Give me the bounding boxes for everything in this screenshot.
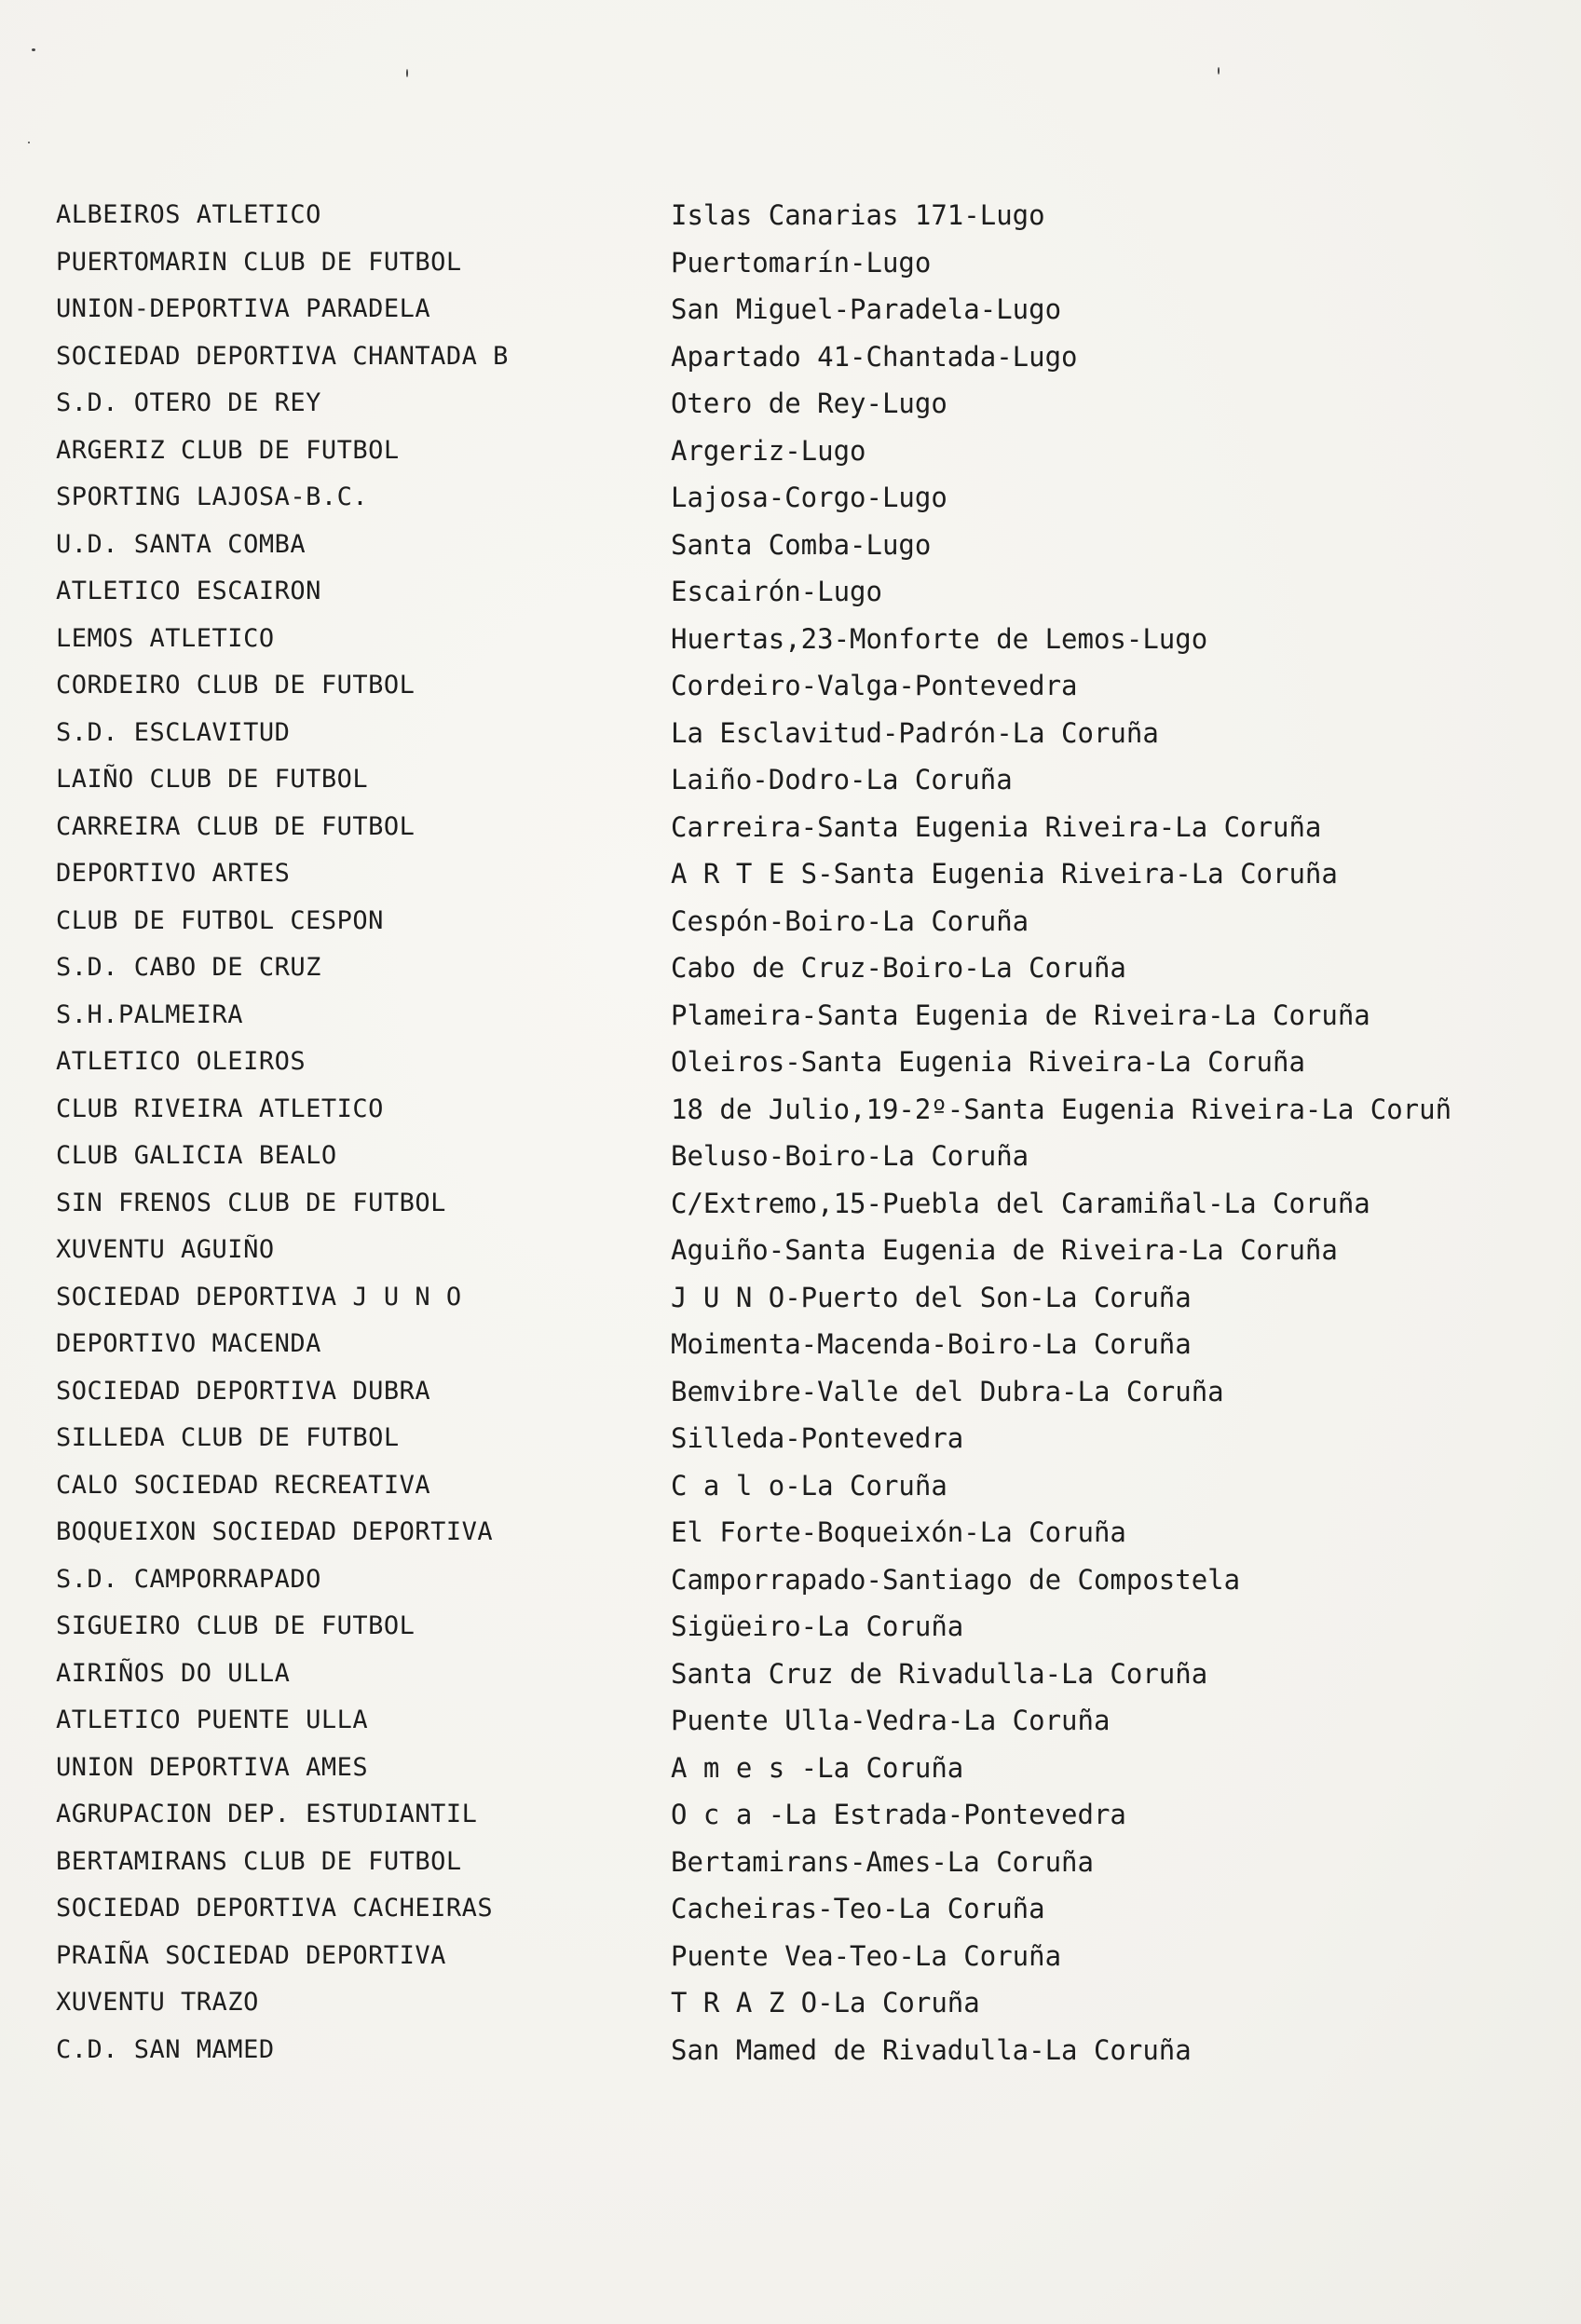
club-name: SILLEDA CLUB DE FUTBOL bbox=[56, 1423, 400, 1452]
club-name: CARREIRA CLUB DE FUTBOL bbox=[56, 811, 416, 841]
club-name: BOQUEIXON SOCIEDAD DEPORTIVA bbox=[56, 1517, 494, 1546]
club-entry bbox=[47, 992, 1500, 1040]
club-entry bbox=[47, 616, 1500, 663]
club-entry bbox=[47, 2027, 1500, 2074]
club-name: BERTAMIRANS CLUB DE FUTBOL bbox=[56, 1846, 462, 1876]
club-entry bbox=[47, 380, 1500, 428]
club-entry bbox=[47, 945, 1500, 992]
club-entry bbox=[47, 1839, 1500, 1886]
club-name: U.D. SANTA COMBA bbox=[56, 529, 307, 559]
club-name: UNION-DEPORTIVA PARADELA bbox=[56, 294, 431, 323]
club-name: CORDEIRO CLUB DE FUTBOL bbox=[56, 671, 416, 700]
club-address: Bertamirans-Ames-La Coruña bbox=[671, 1845, 1094, 1878]
club-entry bbox=[47, 1180, 1500, 1228]
club-address: Bemvibre-Valle del Dubra-La Coruña bbox=[671, 1375, 1224, 1407]
club-entry bbox=[47, 474, 1500, 522]
club-address: Cacheiras-Teo-La Coruña bbox=[671, 1893, 1045, 1924]
club-entry bbox=[47, 286, 1500, 333]
club-entry bbox=[47, 1415, 1500, 1462]
club-entry bbox=[47, 662, 1500, 710]
club-address: Puente Vea-Teo-La Coruña bbox=[671, 1939, 1062, 1972]
club-entry bbox=[47, 192, 1500, 239]
club-entry bbox=[47, 568, 1500, 616]
club-entry bbox=[47, 1979, 1500, 2027]
club-name: DEPORTIVO MACENDA bbox=[56, 1329, 321, 1358]
club-address: Cordeiro-Valga-Pontevedra bbox=[671, 670, 1078, 701]
club-entry bbox=[47, 1556, 1500, 1604]
club-name: SOCIEDAD DEPORTIVA CHANTADA B bbox=[56, 341, 509, 371]
club-name: ATLETICO PUENTE ULLA bbox=[56, 1706, 369, 1734]
paper-speck bbox=[28, 142, 30, 143]
club-address: Puente Ulla-Vedra-La Coruña bbox=[671, 1705, 1111, 1736]
club-name: XUVENTU TRAZO bbox=[56, 1988, 259, 2017]
club-name: ARGERIZ CLUB DE FUTBOL bbox=[56, 435, 400, 465]
club-entry bbox=[47, 1791, 1500, 1839]
club-entry bbox=[47, 522, 1500, 569]
club-address: San Miguel-Paradela-Lugo bbox=[671, 293, 1062, 325]
club-address: Santa Comba-Lugo bbox=[671, 528, 932, 561]
club-entry bbox=[47, 804, 1500, 851]
club-entry bbox=[47, 1509, 1500, 1556]
club-address: Otero de Rey-Lugo bbox=[671, 387, 947, 419]
club-address: Plameira-Santa Eugenia de Riveira-La Coruña bbox=[671, 999, 1370, 1031]
club-address: San Mamed de Rivadulla-La Coruña bbox=[671, 2033, 1192, 2066]
club-address: Silleda-Pontevedra bbox=[671, 1422, 964, 1454]
club-name: CLUB RIVEIRA ATLETICO bbox=[56, 1094, 384, 1123]
club-entry bbox=[47, 1086, 1500, 1134]
club-directory-list bbox=[47, 192, 1500, 2073]
paper-speck bbox=[1218, 67, 1220, 75]
paper-speck bbox=[32, 48, 35, 51]
club-name: SOCIEDAD DEPORTIVA CACHEIRAS bbox=[56, 1894, 494, 1923]
club-address: O c a -La Estrada-Pontevedra bbox=[671, 1799, 1126, 1830]
club-address: Islas Canarias 171-Lugo bbox=[671, 199, 1045, 231]
club-name: S.D. ESCLAVITUD bbox=[56, 717, 291, 747]
club-address: Cespón-Boiro-La Coruña bbox=[671, 904, 1029, 937]
club-address: Lajosa-Corgo-Lugo bbox=[671, 482, 947, 513]
club-address: Santa Cruz de Rivadulla-La Coruña bbox=[671, 1657, 1208, 1690]
club-address: Argeriz-Lugo bbox=[671, 434, 866, 467]
club-name: S.D. CABO DE CRUZ bbox=[56, 953, 321, 982]
club-name: AIRIÑOS DO ULLA bbox=[56, 1658, 291, 1688]
club-address: T R A Z O-La Coruña bbox=[671, 1987, 980, 2018]
club-entry bbox=[47, 333, 1500, 381]
club-entry bbox=[47, 850, 1500, 898]
club-address: A m e s -La Coruña bbox=[671, 1751, 964, 1784]
club-name: S.H.PALMEIRA bbox=[56, 999, 244, 1029]
club-name: CLUB DE FUTBOL CESPON bbox=[56, 905, 384, 935]
club-address: C a l o-La Coruña bbox=[671, 1469, 947, 1502]
club-name: UNION DEPORTIVA AMES bbox=[56, 1752, 369, 1782]
club-name: C.D. SAN MAMED bbox=[56, 2034, 275, 2064]
club-name: ALBEIROS ATLETICO bbox=[56, 200, 321, 229]
club-address: Carreira-Santa Eugenia Riveira-La Coruña bbox=[671, 810, 1322, 843]
club-address: Oleiros-Santa Eugenia Riveira-La Coruña bbox=[671, 1046, 1305, 1078]
club-name: XUVENTU AGUIÑO bbox=[56, 1235, 275, 1264]
club-address: Escairón-Lugo bbox=[671, 576, 882, 607]
club-address: Laiño-Dodro-La Coruña bbox=[671, 764, 1013, 795]
club-entry bbox=[47, 1227, 1500, 1274]
club-entry bbox=[47, 1039, 1500, 1086]
club-name: CALO SOCIEDAD RECREATIVA bbox=[56, 1470, 431, 1500]
club-entry bbox=[47, 1462, 1500, 1510]
club-address: La Esclavitud-Padrón-La Coruña bbox=[671, 716, 1159, 749]
club-name: SIN FRENOS CLUB DE FUTBOL bbox=[56, 1188, 446, 1217]
club-name: SOCIEDAD DEPORTIVA J U N O bbox=[56, 1282, 462, 1311]
club-address: J U N O-Puerto del Son-La Coruña bbox=[671, 1281, 1192, 1313]
club-entry bbox=[47, 428, 1500, 475]
club-name: S.D. CAMPORRAPADO bbox=[56, 1564, 321, 1594]
club-address: Cabo de Cruz-Boiro-La Coruña bbox=[671, 952, 1126, 984]
club-address: Camporrapado-Santiago de Compostela bbox=[671, 1563, 1241, 1596]
club-address: El Forte-Boqueixón-La Coruña bbox=[671, 1516, 1126, 1548]
club-entry bbox=[47, 1321, 1500, 1368]
club-name: PRAIÑA SOCIEDAD DEPORTIVA bbox=[56, 1940, 446, 1970]
club-entry bbox=[47, 1651, 1500, 1698]
club-entry bbox=[47, 1603, 1500, 1651]
club-address: Huertas,23-Monforte de Lemos-Lugo bbox=[671, 622, 1208, 655]
club-name: ATLETICO ESCAIRON bbox=[56, 577, 321, 605]
paper-speck bbox=[406, 69, 408, 77]
club-entry bbox=[47, 756, 1500, 804]
club-name: AGRUPACION DEP. ESTUDIANTIL bbox=[56, 1800, 478, 1828]
club-entry bbox=[47, 710, 1500, 757]
club-entry bbox=[47, 1745, 1500, 1792]
club-address: Sigüeiro-La Coruña bbox=[671, 1610, 964, 1642]
club-address: 18 de Julio,19-2º-Santa Eugenia Riveira-La Coruñ bbox=[671, 1093, 1452, 1125]
club-address: C/Extremo,15-Puebla del Caramiñal-La Coruña bbox=[671, 1187, 1370, 1219]
club-name: S.D. OTERO DE REY bbox=[56, 388, 321, 417]
club-entry bbox=[47, 1274, 1500, 1322]
club-entry bbox=[47, 898, 1500, 945]
club-address: Apartado 41-Chantada-Lugo bbox=[671, 340, 1078, 373]
club-entry bbox=[47, 1933, 1500, 1980]
club-entry bbox=[47, 1133, 1500, 1180]
club-name: LEMOS ATLETICO bbox=[56, 623, 275, 653]
club-address: A R T E S-Santa Eugenia Riveira-La Coruña bbox=[671, 858, 1338, 890]
club-address: Beluso-Boiro-La Coruña bbox=[671, 1140, 1029, 1172]
club-name: SOCIEDAD DEPORTIVA DUBRA bbox=[56, 1376, 431, 1406]
club-entry bbox=[47, 1697, 1500, 1745]
club-name: CLUB GALICIA BEALO bbox=[56, 1141, 337, 1170]
club-name: PUERTOMARIN CLUB DE FUTBOL bbox=[56, 247, 462, 277]
club-address: Moimenta-Macenda-Boiro-La Coruña bbox=[671, 1328, 1192, 1360]
club-name: SIGUEIRO CLUB DE FUTBOL bbox=[56, 1611, 416, 1640]
club-name: SPORTING LAJOSA-B.C. bbox=[56, 482, 369, 511]
club-name: LAIÑO CLUB DE FUTBOL bbox=[56, 765, 369, 794]
club-name: ATLETICO OLEIROS bbox=[56, 1047, 307, 1076]
club-address: Puertomarín-Lugo bbox=[671, 246, 932, 279]
club-address: Aguiño-Santa Eugenia de Riveira-La Coruña bbox=[671, 1234, 1338, 1266]
club-name: DEPORTIVO ARTES bbox=[56, 859, 291, 888]
club-entry bbox=[47, 239, 1500, 287]
club-entry bbox=[47, 1368, 1500, 1416]
club-entry bbox=[47, 1885, 1500, 1933]
